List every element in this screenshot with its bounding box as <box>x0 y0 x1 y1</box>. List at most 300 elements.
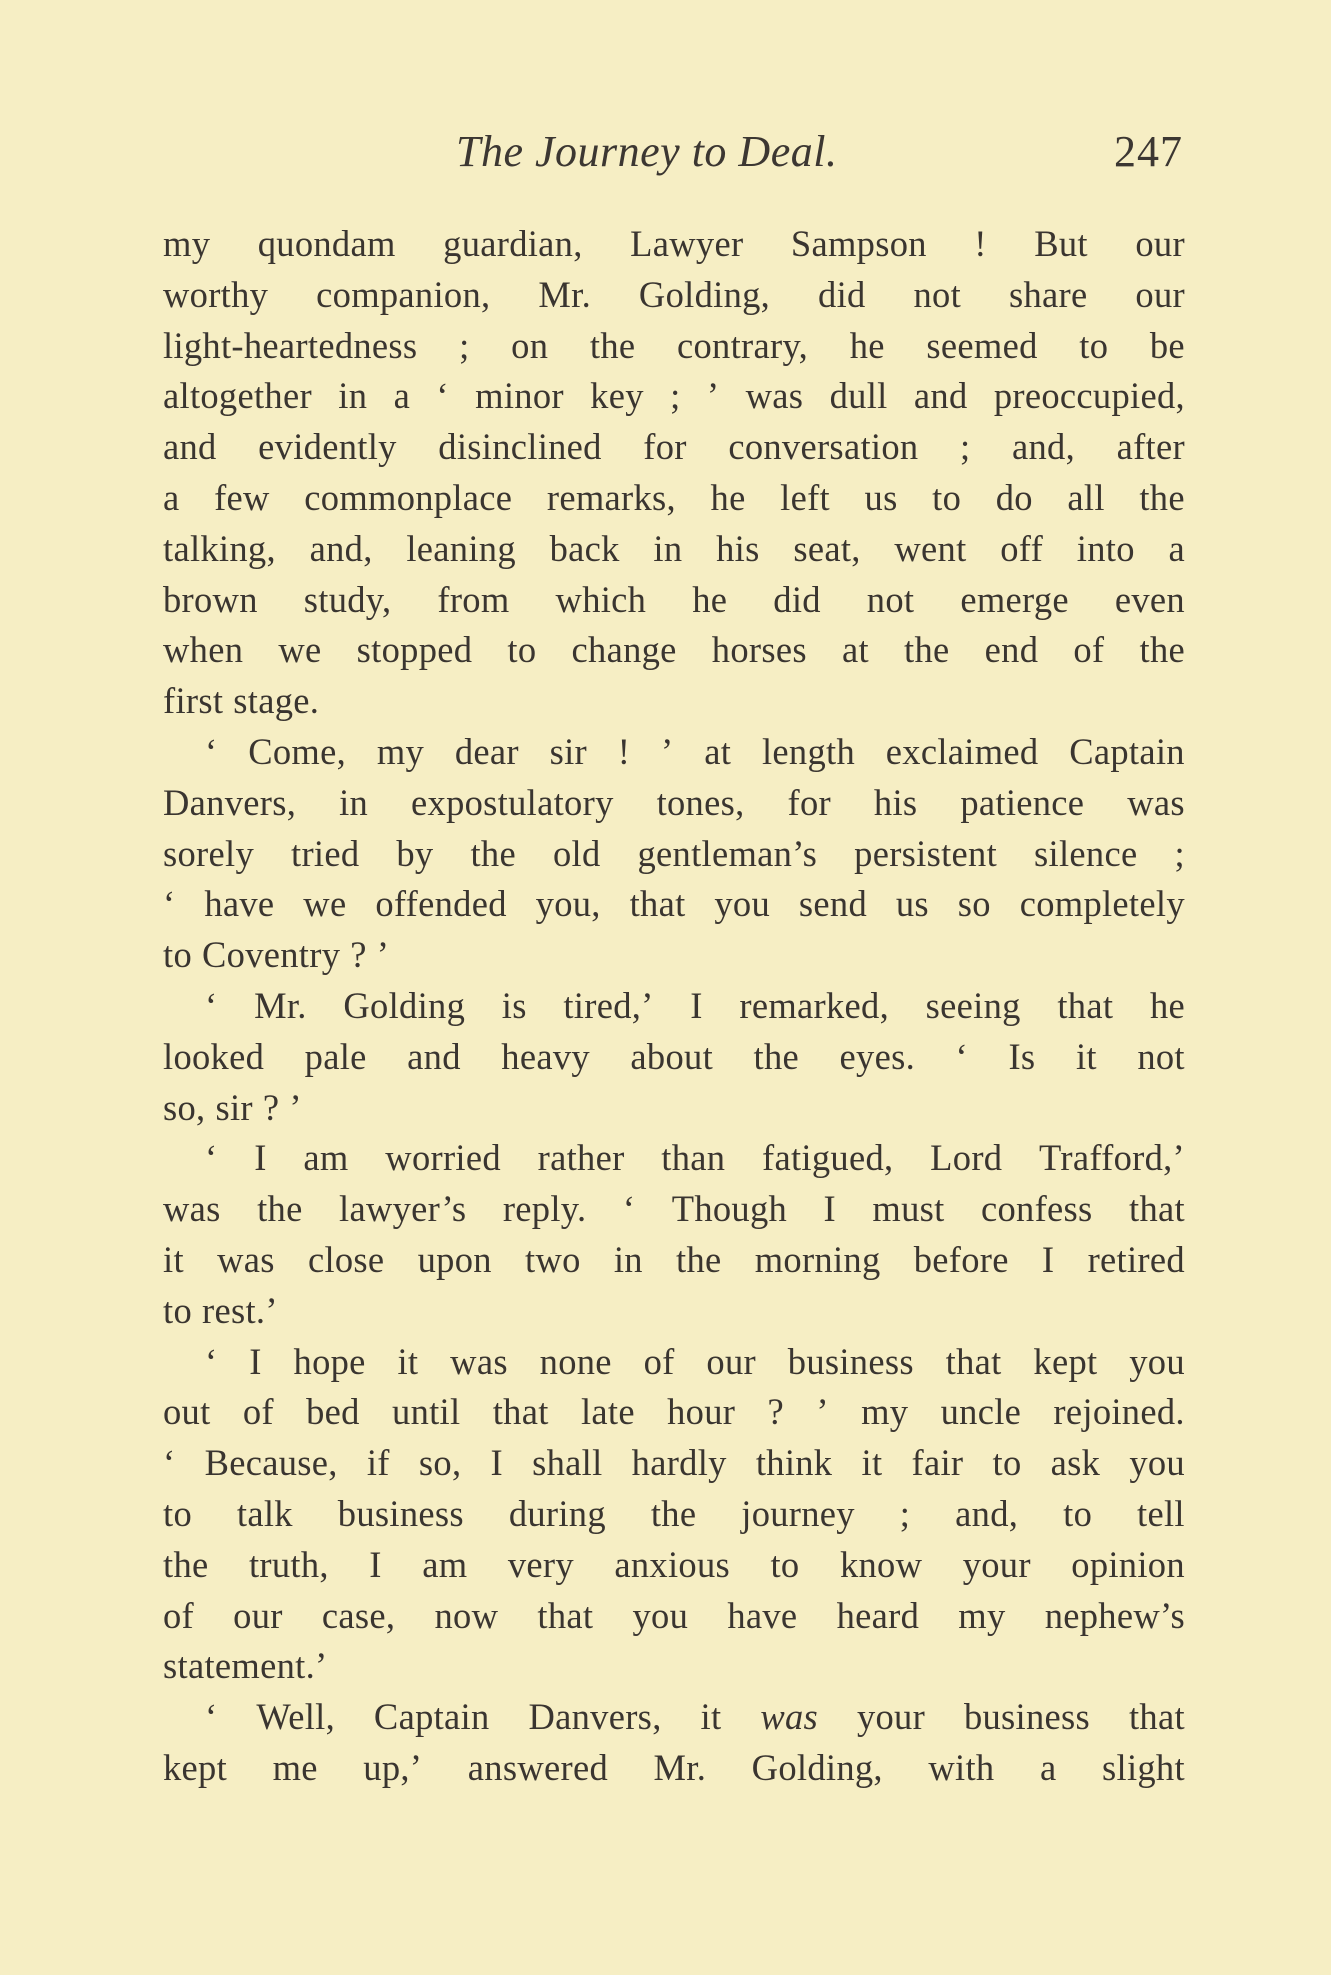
word: it <box>700 1696 722 1738</box>
word: send <box>798 883 867 925</box>
word: heard <box>836 1594 920 1636</box>
word: bed <box>306 1391 360 1433</box>
word: of <box>163 1594 195 1636</box>
word: journey <box>741 1492 855 1534</box>
word: dear <box>454 730 519 772</box>
word: Danvers, <box>528 1696 662 1738</box>
word: silence <box>1034 832 1138 874</box>
word: to <box>770 1543 800 1585</box>
word: up,’ <box>363 1746 423 1788</box>
word: remarks, <box>546 476 676 518</box>
word: ; <box>899 1492 911 1534</box>
word: ’ <box>706 375 720 417</box>
word: leaning <box>406 527 516 569</box>
word: I <box>490 1442 503 1484</box>
word: end <box>984 629 1039 671</box>
word: to <box>163 934 192 976</box>
word: ; <box>959 426 971 468</box>
word: ‘ <box>205 1137 218 1179</box>
word: so, <box>418 1442 462 1484</box>
word: horses <box>711 629 807 671</box>
word: ‘ <box>163 883 176 925</box>
word: during <box>508 1492 606 1534</box>
word: at <box>841 629 869 671</box>
word: ‘ <box>622 1188 636 1230</box>
word: Danvers, <box>163 781 297 823</box>
word: none <box>539 1340 612 1382</box>
word: rejoined. <box>1053 1391 1185 1433</box>
word: ’ <box>816 1391 829 1433</box>
word: persistent <box>854 832 998 874</box>
word: us <box>895 883 929 925</box>
word: me <box>272 1746 318 1788</box>
word: to <box>1079 324 1109 366</box>
text-line <box>163 879 1185 930</box>
word: until <box>392 1391 461 1433</box>
word: you <box>632 1594 689 1636</box>
word: remarked, <box>739 984 890 1026</box>
word: be <box>1149 324 1185 366</box>
text-line <box>163 1184 1185 1235</box>
word: by <box>396 832 434 874</box>
word: light-heartedness <box>163 324 418 366</box>
text-line <box>163 625 1185 676</box>
word: answered <box>467 1746 609 1788</box>
word: ! <box>617 730 631 772</box>
word: ‘ <box>955 1035 968 1077</box>
word: stopped <box>356 629 473 671</box>
word: Mr. <box>538 273 591 315</box>
word: I <box>690 984 703 1026</box>
text-line <box>163 575 1185 626</box>
word: his <box>873 781 918 823</box>
word: companion, <box>316 273 491 315</box>
word: was <box>450 1340 508 1382</box>
word: talking, <box>163 527 276 569</box>
word: Trafford,’ <box>1039 1137 1185 1179</box>
word: that <box>537 1594 594 1636</box>
word: Golding, <box>638 273 771 315</box>
word: ; <box>670 375 681 417</box>
word: to <box>507 629 537 671</box>
word: we <box>278 629 322 671</box>
word: But <box>1034 223 1088 264</box>
text-line <box>163 1083 1185 1134</box>
word: his <box>716 527 760 569</box>
word: to <box>992 1442 1022 1484</box>
word: business <box>337 1492 464 1534</box>
word: contrary, <box>677 324 809 366</box>
word: when <box>163 629 244 671</box>
word: and <box>913 375 968 417</box>
word: sir <box>549 730 588 772</box>
word: left <box>780 476 830 518</box>
word: it <box>861 1442 883 1484</box>
word: so, <box>163 1086 206 1128</box>
word: went <box>894 527 967 569</box>
word: which <box>555 578 647 620</box>
text-line <box>163 1438 1185 1489</box>
word: he <box>710 476 746 518</box>
word: disinclined <box>438 426 602 468</box>
word: my <box>376 730 425 772</box>
word: retired <box>1087 1238 1185 1280</box>
word: is <box>501 984 527 1026</box>
word: change <box>571 629 677 671</box>
word: patience <box>960 781 1085 823</box>
word: kept <box>1033 1340 1098 1382</box>
word: expostulatory <box>411 781 614 823</box>
word: not <box>913 273 962 315</box>
word: shall <box>532 1442 603 1484</box>
word: it <box>163 1238 184 1280</box>
word: to <box>163 1289 192 1331</box>
word: tones, <box>656 781 745 823</box>
word: in <box>613 1238 643 1280</box>
word: my <box>861 1391 909 1433</box>
word: sorely <box>163 832 255 874</box>
word: know <box>839 1543 923 1585</box>
word: rest.’ <box>202 1289 278 1331</box>
word: I <box>369 1543 382 1585</box>
word: he <box>692 578 728 620</box>
text-line <box>163 1540 1185 1591</box>
word: case, <box>321 1594 396 1636</box>
word: before <box>913 1238 1009 1280</box>
word: pale <box>304 1035 367 1077</box>
word: Mr. <box>653 1746 707 1788</box>
page-number: 247 <box>1114 127 1183 176</box>
word: talk <box>236 1492 293 1534</box>
word: the <box>650 1492 697 1534</box>
word: Because, <box>204 1442 338 1484</box>
text-line <box>163 1591 1185 1642</box>
word: all <box>1067 476 1105 518</box>
text-line <box>163 371 1185 422</box>
word: am <box>303 1137 349 1179</box>
word: I <box>254 1137 267 1179</box>
word: our <box>1135 223 1185 264</box>
word: am <box>422 1543 468 1585</box>
word: the <box>163 1543 209 1585</box>
word: that <box>1057 984 1114 1026</box>
word: ‘ <box>163 1442 176 1484</box>
word: statement.’ <box>163 1645 328 1687</box>
text-line <box>163 829 1185 880</box>
word: ‘ <box>436 375 449 417</box>
word: in <box>339 781 369 823</box>
word: and, <box>955 1492 1019 1534</box>
word: tried <box>291 832 360 874</box>
word: that <box>1128 1696 1185 1738</box>
word: ? <box>262 1086 280 1128</box>
word: ‘ <box>205 730 218 772</box>
word: was <box>163 1188 221 1230</box>
word: of <box>1073 629 1105 671</box>
word: guardian, <box>443 223 583 264</box>
word: late <box>580 1391 635 1433</box>
running-title: The Journey to Deal. <box>456 127 838 176</box>
word: reply. <box>502 1188 587 1230</box>
word: he <box>849 324 885 366</box>
word: ’ <box>661 730 674 772</box>
word: old <box>552 832 601 874</box>
word: commonplace <box>304 476 513 518</box>
word: exclaimed <box>885 730 1039 772</box>
word: was <box>760 1696 819 1738</box>
word: upon <box>417 1238 492 1280</box>
word: kept <box>163 1746 228 1788</box>
word: hope <box>293 1340 366 1382</box>
page-header <box>163 126 1183 186</box>
word: uncle <box>940 1391 1022 1433</box>
word: Lawyer <box>630 223 744 264</box>
word: the <box>753 1035 800 1077</box>
word: emerge <box>960 578 1069 620</box>
word: ! <box>974 223 987 264</box>
word: Well, <box>256 1696 336 1738</box>
word: to <box>1063 1492 1093 1534</box>
text-line <box>163 981 1185 1032</box>
word: fatigued, <box>762 1137 894 1179</box>
word: opinion <box>1071 1543 1185 1585</box>
word: rather <box>537 1137 625 1179</box>
word: eyes. <box>839 1035 915 1077</box>
word: morning <box>754 1238 881 1280</box>
word: Golding <box>343 984 466 1026</box>
word: it <box>1075 1035 1097 1077</box>
word: the <box>1139 476 1185 518</box>
word: to <box>163 1492 192 1534</box>
word: ‘ <box>205 1340 218 1382</box>
word: tell <box>1137 1492 1185 1534</box>
word: two <box>525 1238 581 1280</box>
word: Is <box>1008 1035 1036 1077</box>
word: the <box>470 832 516 874</box>
word: and, <box>309 527 373 569</box>
word: ; <box>459 324 470 366</box>
word: preoccupied, <box>993 375 1185 417</box>
text-line <box>163 1692 1185 1743</box>
word: key <box>590 375 644 417</box>
text-line <box>163 1641 1185 1692</box>
word: we <box>303 883 347 925</box>
word: did <box>818 273 866 315</box>
word: lawyer’s <box>339 1188 467 1230</box>
word: the <box>676 1238 722 1280</box>
word: tired,’ <box>563 984 654 1026</box>
word: the <box>1139 629 1185 671</box>
word: the <box>589 324 636 366</box>
word: worried <box>385 1137 501 1179</box>
word: off <box>1000 527 1044 569</box>
word: confess <box>981 1188 1093 1230</box>
word: the <box>904 629 950 671</box>
word: few <box>214 476 270 518</box>
word: study, <box>303 578 392 620</box>
word: it <box>397 1340 419 1382</box>
word: Sampson <box>790 223 927 264</box>
word: my <box>958 1594 1006 1636</box>
text-line <box>163 1286 1185 1337</box>
word: not <box>1137 1035 1185 1077</box>
word: ask <box>1050 1442 1101 1484</box>
word: a <box>393 375 411 417</box>
word: that <box>629 883 686 925</box>
word: close <box>307 1238 385 1280</box>
text-line <box>163 321 1185 372</box>
text-line <box>163 422 1185 473</box>
text-line <box>163 270 1185 321</box>
word: dull <box>829 375 888 417</box>
word: seat, <box>793 527 861 569</box>
word: have <box>204 883 275 925</box>
word: Captain <box>373 1696 490 1738</box>
word: stage. <box>233 680 320 722</box>
word: evidently <box>258 426 397 468</box>
word: a <box>1039 1746 1057 1788</box>
word: the <box>257 1188 303 1230</box>
word: brown <box>163 578 258 620</box>
word: hardly <box>631 1442 727 1484</box>
word: my <box>163 223 211 264</box>
word: altogether <box>163 375 312 417</box>
word: Come, <box>248 730 347 772</box>
word: even <box>1114 578 1185 620</box>
text-line <box>163 778 1185 829</box>
word: first <box>163 680 224 722</box>
word: to <box>932 476 962 518</box>
word: looked <box>163 1035 265 1077</box>
word: of <box>643 1340 675 1382</box>
word: anxious <box>614 1543 731 1585</box>
word: business <box>963 1696 1091 1738</box>
word: ’ <box>289 1086 302 1128</box>
word: fair <box>911 1442 964 1484</box>
word: Lord <box>930 1137 1003 1179</box>
word: Coventry <box>202 934 341 976</box>
word: did <box>773 578 821 620</box>
text-line <box>163 1337 1185 1388</box>
text-line <box>163 1743 1185 1794</box>
word: not <box>866 578 915 620</box>
word: you <box>714 883 771 925</box>
word: your <box>856 1696 926 1738</box>
word: that <box>1129 1188 1185 1230</box>
word: ’ <box>376 934 390 976</box>
word: conversation <box>728 426 919 468</box>
word: our <box>706 1340 756 1382</box>
word: on <box>511 324 549 366</box>
word: that <box>945 1340 1002 1382</box>
text-line <box>163 1032 1185 1083</box>
word: and <box>163 426 217 468</box>
word: sir <box>215 1086 253 1128</box>
word: slight <box>1102 1746 1185 1788</box>
word: Though <box>671 1188 788 1230</box>
word: our <box>233 1594 283 1636</box>
word: out <box>163 1391 211 1433</box>
text-line <box>163 1235 1185 1286</box>
word: have <box>727 1594 798 1636</box>
word: from <box>437 578 510 620</box>
word: our <box>1135 273 1185 315</box>
word: I <box>249 1340 262 1382</box>
text-line <box>163 1133 1185 1184</box>
word: think <box>755 1442 833 1484</box>
word: a <box>1168 527 1185 569</box>
word: about <box>630 1035 714 1077</box>
word: share <box>1008 273 1088 315</box>
word: for <box>787 781 831 823</box>
word: now <box>434 1594 499 1636</box>
text-line <box>163 676 1185 727</box>
word: you, <box>535 883 601 925</box>
word: in <box>338 375 368 417</box>
word: he <box>1149 984 1185 1026</box>
word: so <box>957 883 991 925</box>
word: hour <box>667 1391 736 1433</box>
word: in <box>653 527 683 569</box>
word: truth, <box>248 1543 329 1585</box>
word: for <box>643 426 687 468</box>
word: business <box>787 1340 914 1382</box>
word: that <box>492 1391 549 1433</box>
word: and, <box>1012 426 1076 468</box>
body-text <box>163 219 1185 1794</box>
text-line <box>163 930 1185 981</box>
word: Captain <box>1069 730 1185 772</box>
word: than <box>661 1137 726 1179</box>
word: seeing <box>925 984 1021 1026</box>
word: at <box>704 730 732 772</box>
word: a <box>163 476 180 518</box>
text-line <box>163 1489 1185 1540</box>
word: minor <box>475 375 564 417</box>
word: with <box>928 1746 995 1788</box>
word: I <box>823 1188 836 1230</box>
word: back <box>549 527 620 569</box>
word: do <box>995 476 1033 518</box>
word: into <box>1076 527 1135 569</box>
word: and <box>407 1035 461 1077</box>
word: very <box>507 1543 574 1585</box>
word: quondam <box>257 223 396 264</box>
word: offended <box>375 883 507 925</box>
text-line <box>163 473 1185 524</box>
word: ; <box>1174 832 1185 874</box>
word: ‘ <box>205 984 218 1026</box>
word: seemed <box>926 324 1038 366</box>
word: you <box>1129 1340 1185 1382</box>
word: heavy <box>501 1035 590 1077</box>
word: was <box>745 375 804 417</box>
word: nephew’s <box>1044 1594 1185 1636</box>
word: gentleman’s <box>637 832 818 874</box>
word: us <box>864 476 898 518</box>
word: Golding, <box>751 1746 883 1788</box>
word: I <box>1041 1238 1055 1280</box>
text-line <box>163 727 1185 778</box>
text-line <box>163 219 1185 270</box>
word: was <box>1127 781 1185 823</box>
word: must <box>872 1188 945 1230</box>
text-line <box>163 1387 1185 1438</box>
word: your <box>962 1543 1031 1585</box>
word: ? <box>350 934 367 976</box>
word: of <box>242 1391 274 1433</box>
word: ‘ <box>205 1696 218 1738</box>
